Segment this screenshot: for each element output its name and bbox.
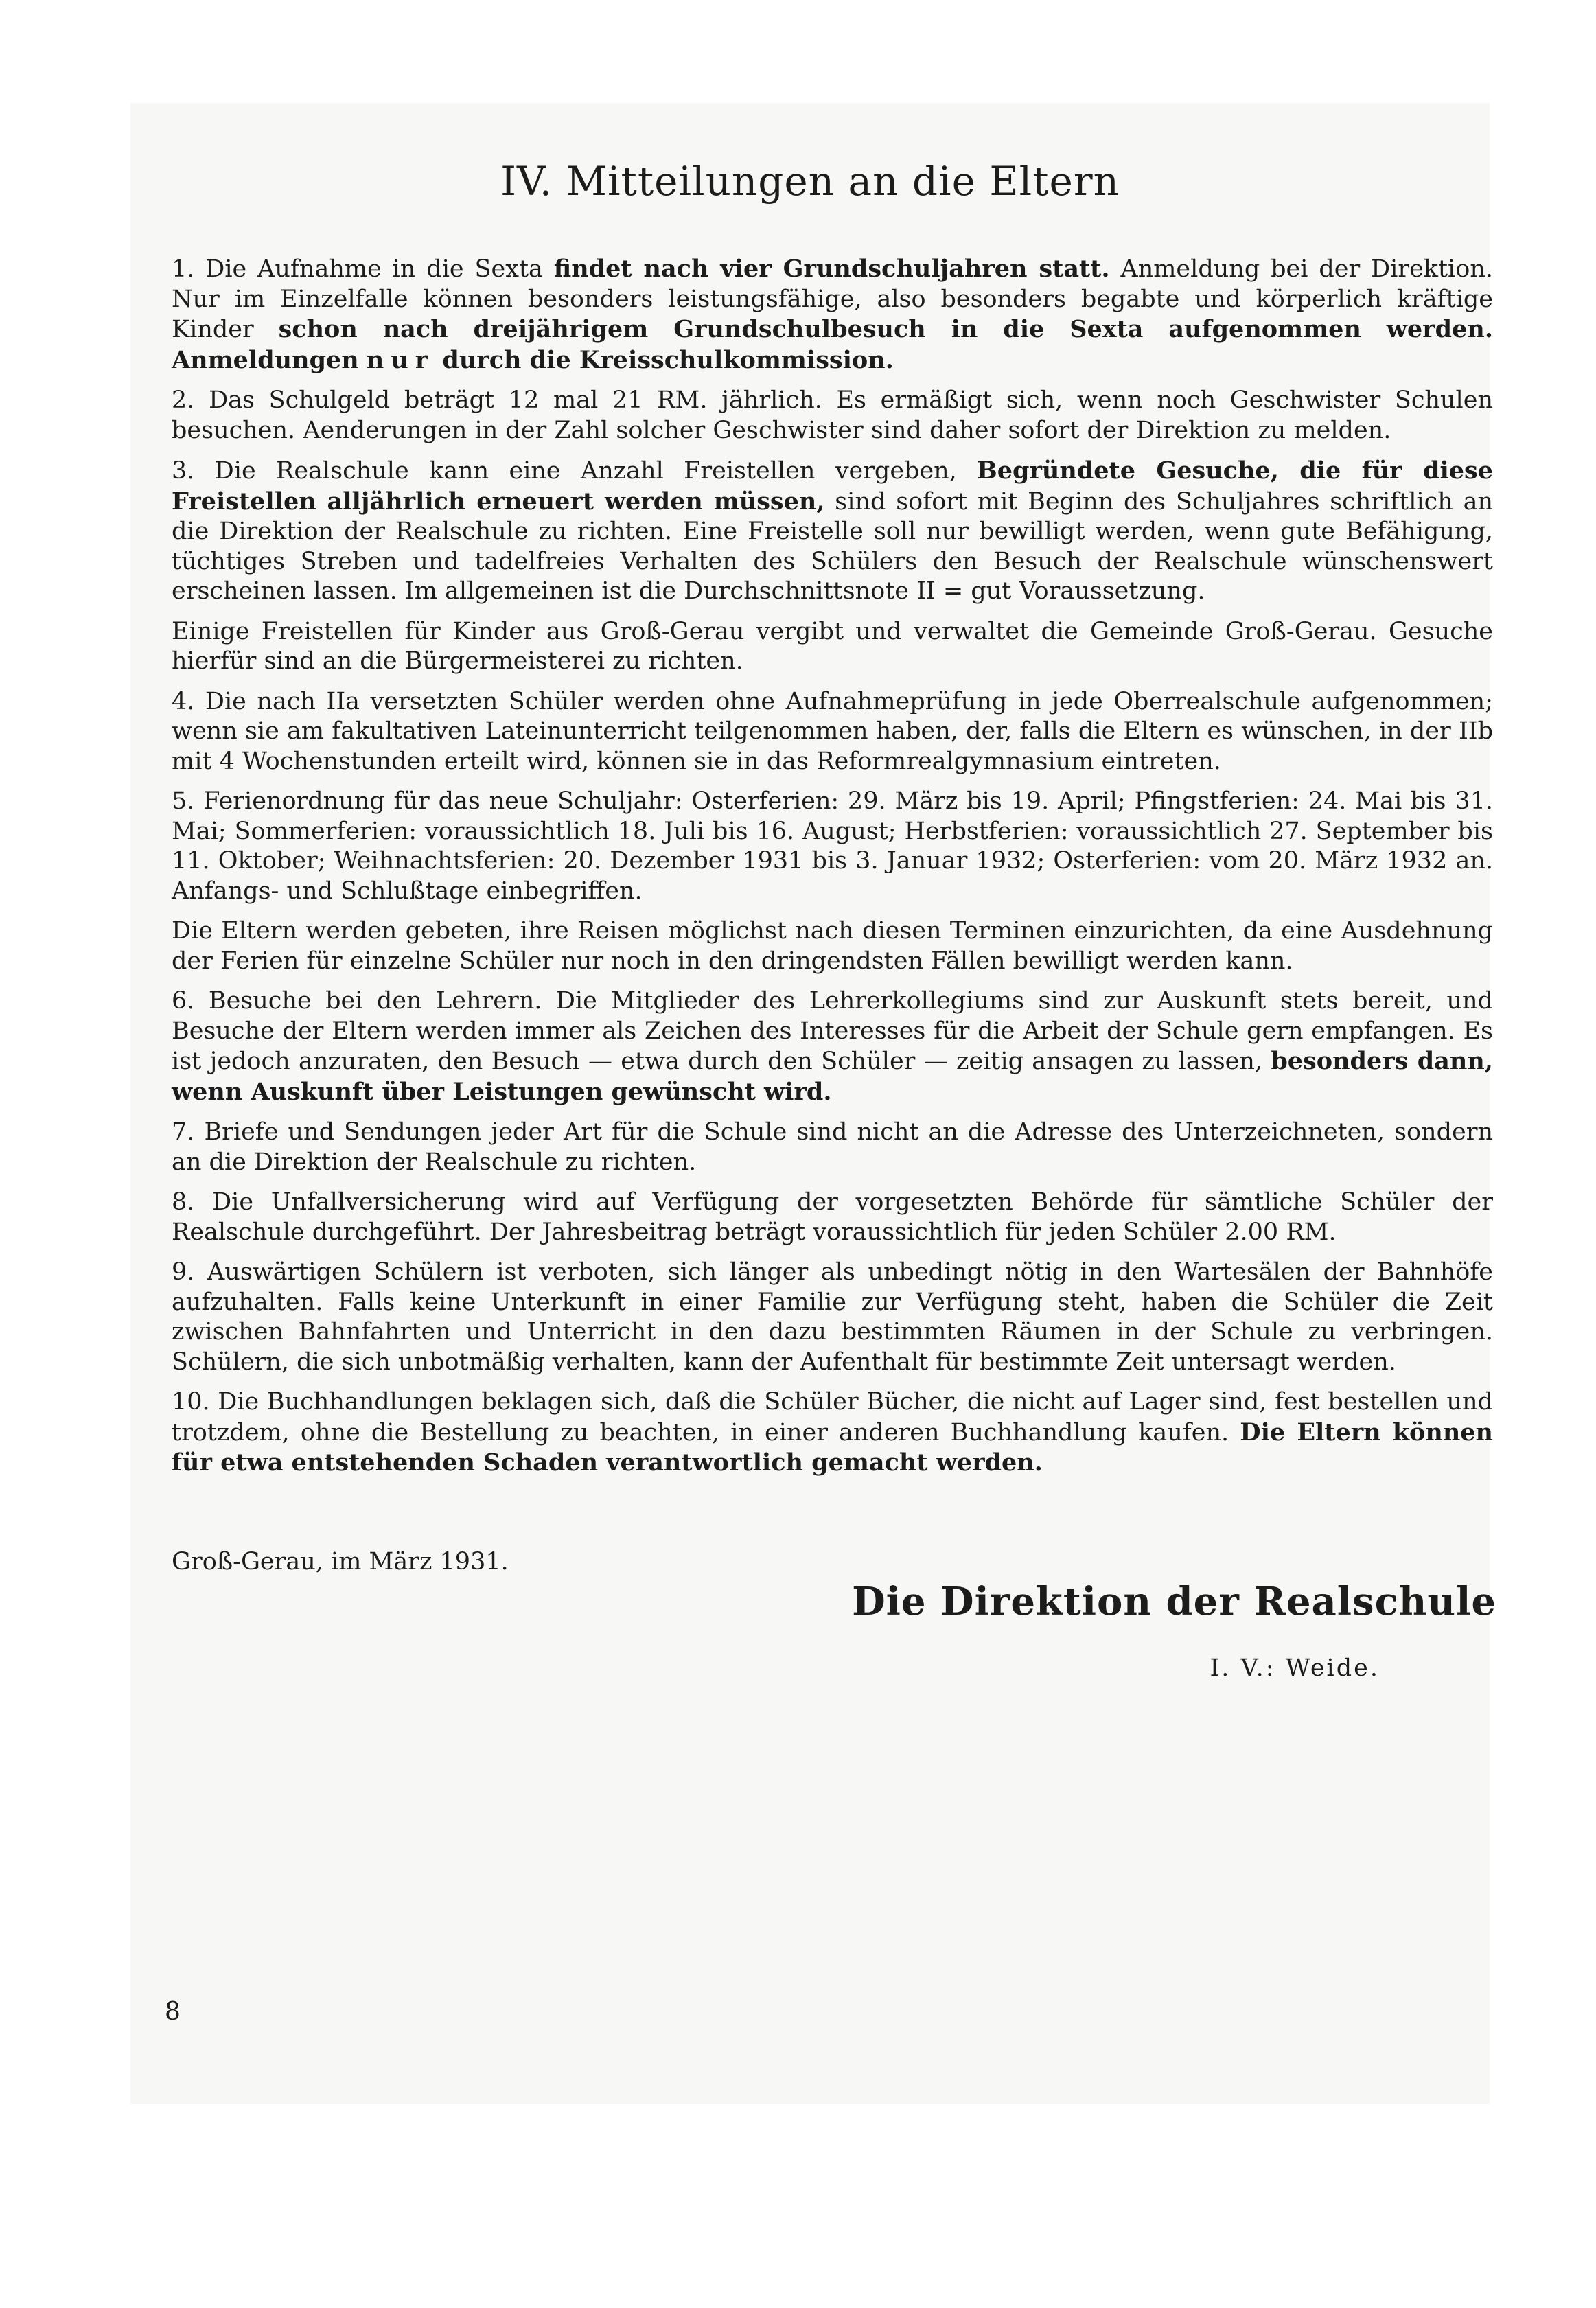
paragraph-commuters: 9. Auswärtigen Schülern ist verboten, sich länger als unbedingt nötig in den Wartesälen der Bahnhöfe aufzuhalten. Falls keine Unterkunft in einer Familie zur Verfügung steht, haben die Schüler die Zeit zwischen Bahnfahrten und Unterricht in den dazu bestimmten Räumen in der Schule zu verbringen. Schülern, die sich unbotmäßig verhalten, kann der Aufenthalt für bestimmte Zeit untersagt werden. xyxy=(172,1258,1493,1376)
bold-run: findet nach vier Grundschuljahren statt. xyxy=(553,255,1110,283)
dateline: Groß-Gerau, im März 1931. xyxy=(172,1548,509,1576)
page-title: IV. Mitteilungen an die Eltern xyxy=(500,158,1120,205)
paragraph-municipal-free-places: Einige Freistellen für Kinder aus Groß-Gerau vergibt und verwaltet die Gemeinde Groß-Gerau. Gesuche hierfür sind an die Bürgermeisterei zu richten. xyxy=(172,617,1493,675)
text-run: 3. Die Realschule kann eine Anzahl Freistellen vergeben, xyxy=(172,457,978,485)
bold-spaced-run: nur xyxy=(366,345,435,374)
signature-title: Die Direktion der Realschule xyxy=(852,1579,1496,1624)
bold-run: durch die Kreisschulkommission. xyxy=(442,345,894,374)
paragraph-travel-request: Die Eltern werden gebeten, ihre Reisen möglichst nach diesen Terminen einzurichten, da eine Ausdehnung der Ferien für einzelne Schüler nur noch in den dringendsten Fällen bewilligt werden kann. xyxy=(172,917,1493,975)
paragraph-free-places xyxy=(172,456,1493,607)
paragraph-tuition: 2. Das Schulgeld beträgt 12 mal 21 RM. jährlich. Es ermäßigt sich, wenn noch Geschwister Schulen besuchen. Aenderungen in der Zahl solcher Geschwister sind daher sofort der Direktion zu melden. xyxy=(172,386,1493,444)
document-page xyxy=(130,103,1496,2104)
paragraph-bookshops xyxy=(172,1387,1493,1479)
page-number: 8 xyxy=(165,1998,181,2026)
text-run: 10. Die Buchhandlungen beklagen sich, daß die Schüler Bücher, die nicht auf Lager sind, fest bestellen und trotzdem, ohne die Bestellung zu beachten, in einer anderen Buchhandlung kaufen. xyxy=(172,1388,1493,1446)
text-run: sind sofort mit Beginn des Schuljahres schriftlich an die Direktion der Realschule zu richten. Eine Freistelle soll nur bewilligt werden, wenn gute Befähigung, tüchtiges Streben und tadelfreies Verhalten des Schülers den Besuch der Realschule wünschenswert erscheinen lassen. Im allgemeinen ist die Durchschnittsnote II = gut Voraussetzung. xyxy=(172,487,1493,605)
paragraph-insurance: 8. Die Unfallversicherung wird auf Verfügung der vorgesetzten Behörde für sämtliche Schüler der Realschule durchgeführt. Der Jahresbeitrag beträgt voraussichtlich für jeden Schüler 2.00 RM. xyxy=(172,1188,1493,1246)
paragraph-teacher-visits xyxy=(172,986,1493,1107)
signer-name: I. V.: Weide. xyxy=(1210,1654,1380,1682)
bold-run: Begründete Gesuche, die für diese Freistellen alljährlich erneuert werden müssen, xyxy=(172,457,1493,516)
bold-run: besonders dann, wenn Auskunft über Leistungen gewünscht wird. xyxy=(172,1047,1493,1106)
paragraph-mail: 7. Briefe und Sendungen jeder Art für die Schule sind nicht an die Adresse des Unterzeichneten, sondern an die Direktion der Realschule zu richten. xyxy=(172,1118,1493,1176)
text-run: Anmeldung bei der Direktion. Nur im Einzelfalle können besonders leistungsfähige, also besonders begabte und körperlich kräftige Kinder xyxy=(172,255,1493,343)
bold-run: schon nach dreijährigem Grundschulbesuch in die Sexta aufgenommen werden. Anmeldungen xyxy=(172,315,1493,374)
paragraph-holidays: 5. Ferienordnung für das neue Schuljahr: Osterferien: 29. März bis 19. April; Pfingstferien: 24. Mai bis 31. Mai; Sommerferien: voraussichtlich 18. Juli bis 16. August; Herbstferien: voraussichtlich 27. September bis 11. Oktober; Weihnachtsferien: 20. Dezember 1931 bis 3. Januar 1932; Osterferien: vom 20. März 1932 an. Anfangs- und Schlußtage einbegriffen. xyxy=(172,787,1493,905)
paragraph-admission xyxy=(172,254,1493,376)
notice-body xyxy=(172,254,1493,1489)
text-run: 1. Die Aufnahme in die Sexta xyxy=(172,255,554,283)
text-run: 6. Besuche bei den Lehrern. Die Mitglieder des Lehrerkollegiums sind zur Auskunft stets bereit, und Besuche der Eltern werden immer als Zeichen des Interesses für die Arbeit der Schule gern empfangen. Es ist jedoch anzuraten, den Besuch — etwa durch den Schüler — zeitig ansagen zu lassen, xyxy=(172,987,1493,1075)
bold-run: Die Eltern können für etwa entstehenden Schaden verantwortlich gemacht werden. xyxy=(172,1418,1493,1477)
paragraph-transfer: 4. Die nach IIa versetzten Schüler werden ohne Aufnahmeprüfung in jede Oberrealschule aufgenommen; wenn sie am fakultativen Lateinunterricht teilgenommen haben, der, falls die Eltern es wünschen, in der IIb mit 4 Wochenstunden erteilt wird, können sie in das Reformrealgymnasium eintreten. xyxy=(172,687,1493,775)
